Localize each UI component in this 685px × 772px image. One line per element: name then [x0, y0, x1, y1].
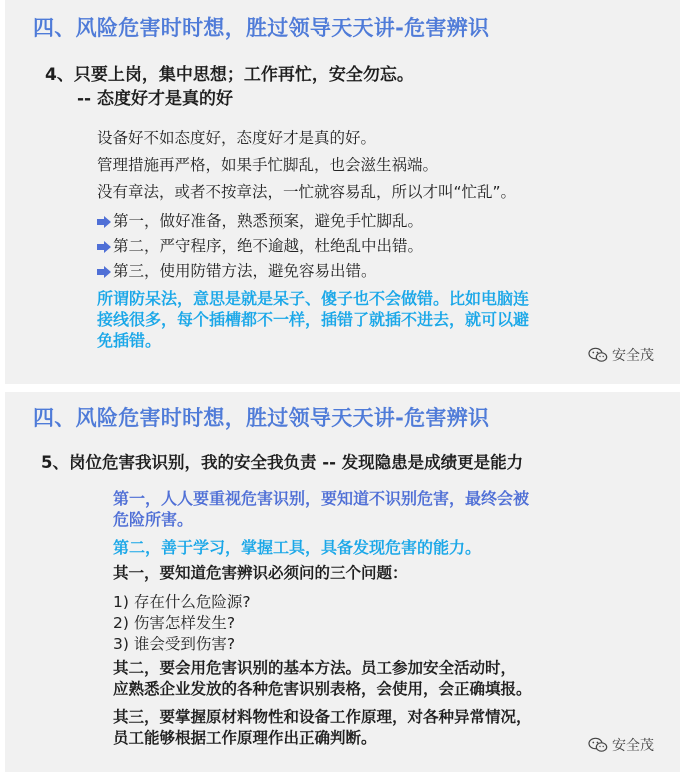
slide-1	[5, 0, 680, 384]
point-two: 第二，善于学习，掌握工具，具备发现危害的能力。	[113, 538, 482, 557]
slide-title: 四、风险危害时时想，胜过领导天天讲-危害辨识	[33, 406, 490, 430]
watermark-text: 安全茂	[612, 348, 654, 364]
point-line: 第一，人人要重视危害识别，要知道不识别危害，最终会被	[113, 489, 530, 508]
bullet-text: 第一，做好准备，熟悉预案，避免手忙脚乱。	[113, 212, 424, 230]
section-subheading: -- 态度好才是真的好	[77, 89, 234, 109]
point-line: 危险所害。	[113, 510, 194, 529]
bullet-text: 第三，使用防错方法，避免容易出错。	[113, 262, 377, 280]
bullet-text: 第二，严守程序，绝不逾越，杜绝乱中出错。	[113, 237, 424, 255]
arrow-bullet-icon	[97, 241, 111, 253]
method-line: 其二，要会用危害识别的基本方法。员工参加安全活动时，	[113, 659, 517, 677]
section-heading: 5、岗位危害我识别，我的安全我负责 -- 发现隐患是成绩更是能力	[41, 453, 524, 472]
point-one	[113, 488, 529, 530]
bullet-item	[97, 209, 423, 231]
section-heading: 4、只要上岗，集中思想；工作再忙，安全勿忘。	[45, 65, 414, 85]
note-block	[97, 288, 529, 351]
paragraph: 管理措施再严格，如果手忙脚乱，也会滋生祸端。	[97, 156, 439, 174]
paragraph: 没有章法，或者不按章法，一忙就容易乱，所以才叫“忙乱”。	[97, 183, 517, 201]
wechat-icon	[588, 347, 608, 363]
arrow-bullet-icon	[97, 266, 111, 278]
slide-title: 四、风险危害时时想，胜过领导天天讲-危害辨识	[33, 16, 490, 40]
question-item: 3) 谁会受到伤害?	[113, 635, 236, 653]
principle-block	[113, 707, 532, 749]
principle-line: 其三，要掌握原材料物性和设备工作原理，对各种异常情况，	[113, 708, 532, 726]
bullet-item	[97, 234, 423, 256]
question-item: 1) 存在什么危险源?	[113, 593, 251, 611]
watermark-text: 安全茂	[612, 738, 654, 754]
note-line: 所谓防呆法，意思是就是呆子、傻子也不会做错。比如电脑连	[97, 289, 530, 308]
method-block	[113, 658, 532, 700]
question-item: 2) 伤害怎样发生?	[113, 614, 236, 632]
wechat-icon	[588, 737, 608, 753]
question-heading: 其一，要知道危害辨识必须问的三个问题：	[113, 564, 408, 582]
bullet-item	[97, 259, 377, 281]
watermark	[588, 735, 654, 755]
paragraph: 设备好不如态度好，态度好才是真的好。	[97, 129, 377, 147]
arrow-bullet-icon	[97, 216, 111, 228]
slide-2	[5, 392, 680, 772]
principle-line: 员工能够根据工作原理作出正确判断。	[113, 729, 377, 747]
note-line: 接线很多，每个插槽都不一样，插错了就插不进去，就可以避	[97, 310, 530, 329]
method-line: 应熟悉企业发放的各种危害识别表格，会使用，会正确填报。	[113, 680, 532, 698]
watermark	[588, 345, 654, 365]
note-line: 免插错。	[97, 331, 162, 350]
